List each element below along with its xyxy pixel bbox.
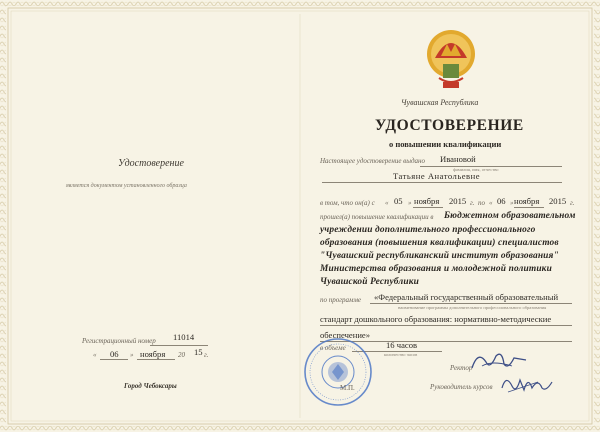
issue-date-close-quote: » (130, 351, 134, 359)
republic-label: Чувашская Республика (401, 98, 479, 107)
end-close-quote: » (510, 199, 514, 207)
left-caption: является документом установленного образца (66, 183, 187, 189)
passed-intro: прошел(а) повышение квалификации в (320, 213, 434, 221)
rector-label: Ректор (450, 364, 473, 372)
program-intro: по программе (320, 296, 362, 304)
end-year: 2015 (549, 196, 567, 206)
period-to: по (478, 199, 485, 207)
holder-given-names: Татьяне Анатольевне (393, 171, 481, 181)
official-seal-icon (302, 336, 374, 408)
program-hint: наименование программы дополнительного профессионального образования (398, 305, 547, 310)
start-day: 05 (394, 196, 403, 206)
name-hint: фамилия, имя, отчество (453, 167, 499, 172)
issue-day-line (100, 359, 128, 360)
institution-line-1: Бюджетном образовательном (444, 211, 576, 221)
institution-line-2: учреждении дополнительного профессионального (320, 225, 536, 235)
program-line-2-rule (320, 325, 572, 326)
document-subtitle: о повышении квалификации (389, 139, 502, 149)
end-day: 06 (497, 196, 506, 206)
issue-year-suffix: 15 (194, 347, 203, 357)
program-line-2-visible: стандарт дошкольного образования: нормативно-методические (320, 314, 552, 324)
program-line-3: обеспечение» (320, 330, 371, 340)
volume-intro: в объеме (320, 344, 346, 352)
institution-line-6: Чувашской Республики (320, 277, 419, 287)
end-month: ноября (514, 196, 540, 206)
stamp-mark: М.П. (340, 384, 355, 392)
end-month-line (514, 207, 544, 208)
issue-month-line (137, 359, 175, 360)
volume-value: 16 часов (386, 340, 418, 350)
document-title: УДОСТОВЕРЕНИЕ (375, 117, 524, 134)
start-close-quote: » (408, 199, 412, 207)
period-intro: в том, что он(а) с (320, 199, 375, 207)
supervisor-label: Руководитель курсов (430, 383, 493, 391)
supervisor-signature-icon (498, 370, 554, 396)
start-year-mark: г. (470, 199, 475, 207)
start-open-quote: « (385, 199, 389, 207)
given-names-line (322, 182, 562, 183)
program-line-1: «Федеральный государственный образовательный (374, 292, 559, 302)
issue-day: 06 (110, 349, 119, 359)
program-line-1-rule (370, 303, 572, 304)
volume-hint: количество часов (384, 352, 418, 357)
institution-line-4: "Чувашский республиканский институт образования" (320, 251, 559, 261)
reg-number-label: Регистрационный номер (82, 337, 156, 345)
chuvash-emblem-icon (423, 22, 479, 92)
start-month-line (413, 207, 443, 208)
left-heading: Удостоверение (118, 158, 184, 169)
holder-surname: Ивановой (440, 154, 476, 164)
start-month: ноября (414, 196, 440, 206)
issue-date-open-quote: « (93, 351, 97, 359)
issue-year-suffix-mark: г. (204, 351, 209, 359)
institution-line-5: Министерства образования и молодежной политики (320, 264, 552, 274)
reg-number: 11014 (173, 332, 195, 342)
reg-number-line (150, 345, 208, 346)
holder-intro: Настоящее удостоверение выдано (320, 157, 425, 165)
issue-year-prefix: 20 (178, 351, 185, 359)
city-label: Город Чебоксары (124, 382, 177, 390)
institution-line-3: образования (повышения квалификации) специалистов (320, 238, 559, 248)
issue-month: ноября (140, 349, 166, 359)
start-year: 2015 (449, 196, 467, 206)
end-year-mark: г. (570, 199, 575, 207)
end-open-quote: « (489, 199, 493, 207)
